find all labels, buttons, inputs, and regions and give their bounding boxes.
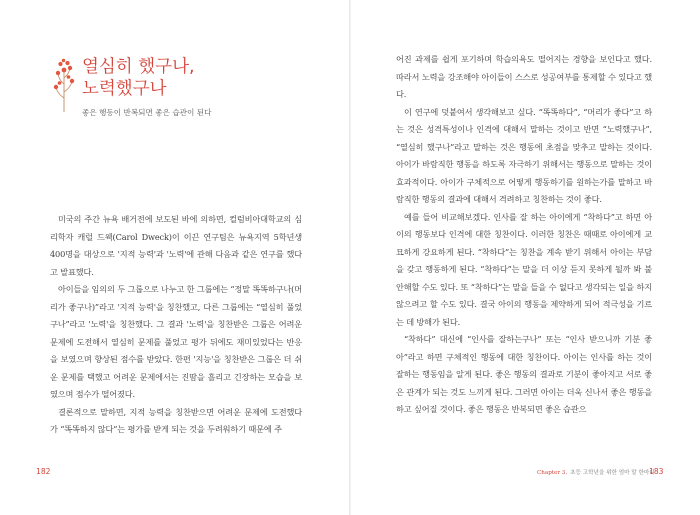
paragraph: 미국의 주간 뉴욕 배거전에 보도된 바에 의하면, 컬럼비아대학교의 심리학자 캐럴 드웩(Carol Dweck)이 이끈 연구팀은 뉴욕지역 5학년생 400명을 대상으로 '지적 능력'과 '노력'에 관해 다음과 같은 연구를 했다고 발표했다. [50,214,302,277]
berry-sprig-icon [52,58,76,112]
paragraph: 예를 들어 비교해보겠다. 인사를 잘 하는 아이에게 “착하다”고 하면 아이의 행동보다 인격에 대한 칭찬이다. 이러한 칭찬은 때때로 아이에게 교묘하게 강요하게 된다. “착하다”는 칭찬을 계속 받기 위해서 아이는 부담을 갖고 행동하게 된다. “착하다”는 말을 더 이상 듣지 못하게 될까 봐 불안해할 수도 있다. 또 “착하다”는 말을 들을 수 없다고 생각되는 일을 하지 않으려고 할 수도 있다. 결국 아이의 행동을 제약하게 되어 적극성을 기르는 데 방해가 된다. [396,211,652,327]
page-number-right: 183 [649,467,664,476]
footer-chapter-label: Chapter 3. [537,470,568,476]
right-body-text [396,51,652,419]
footer-book-title: 초등 고학년을 위한 엄마 말 한마디 [570,470,655,476]
page-number-left: 182 [36,467,51,476]
paragraph: 결론적으로 말하면, 지적 능력을 칭찬받으면 어려운 문제에 도전했다가 “똑똑하지 않다”는 평가를 받게 되는 것을 두려워하기 때문에 주 [50,406,302,434]
paragraph: 아이들을 임의의 두 그룹으로 나누고 한 그룹에는 “정말 똑똑하구나(머리가 좋구나)”라고 '지적 능력'을 칭찬했고, 다른 그룹에는 “열심히 풀었구나”라고 '노력'을 칭찬했다. 그 결과 '노력'을 칭찬받은 그룹은 어려운 문제에 도전해서 열심히 문제를 풀었고 평가 뒤에도 재미있었다는 반응을 보였으며 향상된 점수를 받았다. 한편 '지능'을 칭찬받은 그룹은 더 쉬운 문제를 택했고 어려운 문제에서는 진땀을 흘리고 긴장하는 모습을 보였으며 점수가 떨어졌다. [50,284,302,399]
paragraph: “착하다” 대신에 “인사를 잘하는구나” 또는 “인사 받으니까 기분 좋아”라고 하면 구체적인 행동에 대한 칭찬이다. 아이는 인사를 하는 것이 잘하는 행동임을 알게 된다. 좋은 행동의 결과로 기분이 좋아지고 서로 좋은 관계가 되는 것도 느끼게 된다. 그러면 아이는 더욱 신나서 좋은 행동을 하고 싶어질 것이다. 좋은 행동은 반복되면 좋은 습관으 [396,334,652,414]
chapter-header [48,56,338,128]
left-body-text [50,211,302,439]
paragraph: 어진 과제를 쉽게 포기하며 학습의욕도 떨어지는 경향을 보인다고 했다. 따라서 노력을 강조해야 아이들이 스스로 성공여부를 통제할 수 있다고 했다. [396,54,652,99]
chapter-subtitle: 좋은 행동이 반복되면 좋은 습관이 된다 [82,108,212,117]
paragraph: 이 연구에 덧붙여서 생각해보고 싶다. “똑똑하다”, “머리가 좋다”고 하는 것은 성격특성이나 인격에 대해서 말하는 것이고 반면 “노력했구나”, “열심히 했구나”라고 말하는 것은 행동에 초점을 맞추고 말하는 것이다. 아이가 바람직한 행동을 하도록 자극하기 위해서는 행동으로 말하는 것이 효과적이다. 아이가 구체적으로 어떻게 행동하기를 원하는가를 말하고 바람직한 행동의 결과에 대해서 격려하고 칭찬하는 것이 좋다. [396,106,652,204]
running-footer [537,468,655,476]
chapter-title: 열심히 했구나, 노력했구나 [82,57,195,99]
